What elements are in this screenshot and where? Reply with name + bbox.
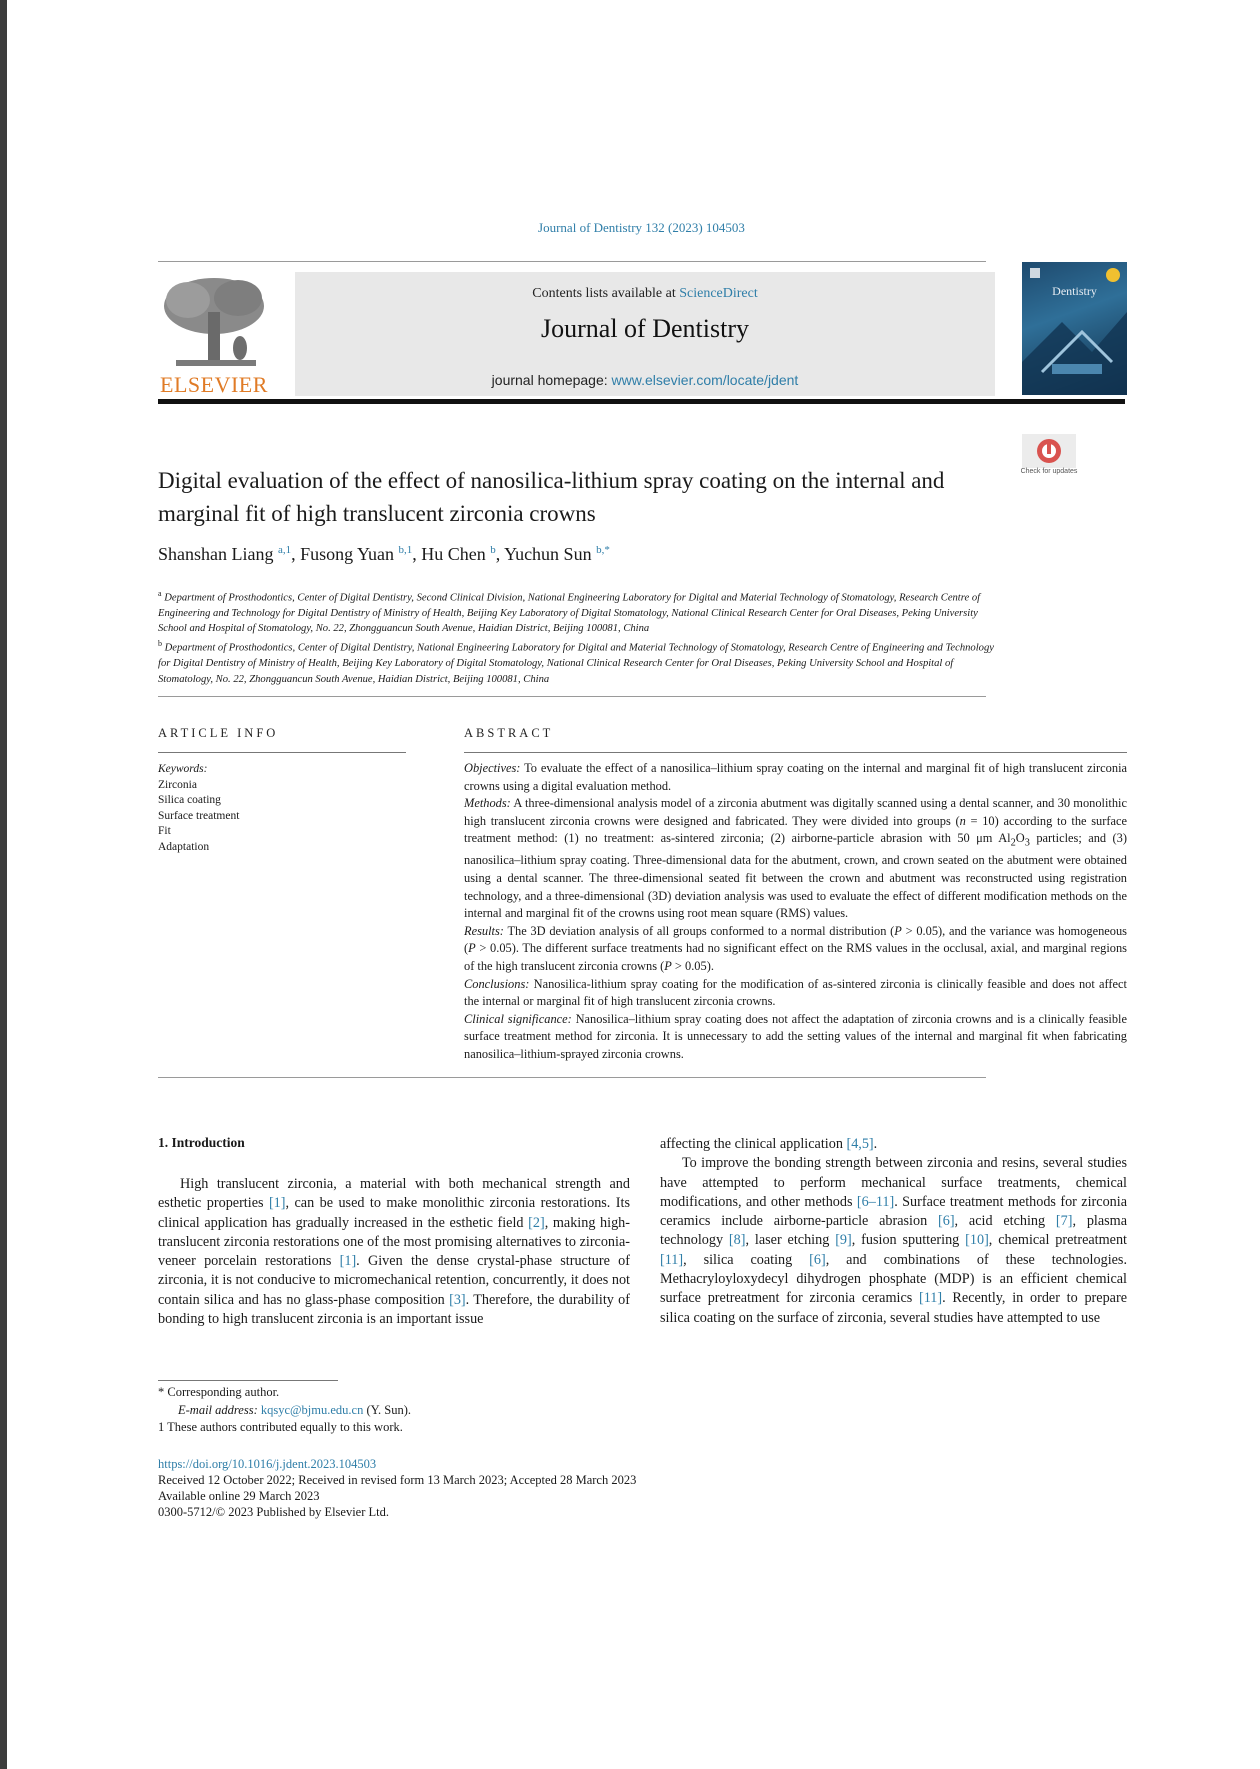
footnotes <box>158 1384 758 1437</box>
keyword-item: Zirconia <box>158 778 197 791</box>
cover-artwork-icon <box>1022 302 1127 395</box>
affiliations <box>158 586 1008 687</box>
section-heading-introduction: 1. Introduction <box>158 1135 245 1150</box>
affiliation-b: $^b$ Department of Prosthodontics, Center of Digital Dentistry, National Engineering Laboratory for Digital and Material Technology of Stomatology, Research Centre of Engineering and Technology for Digital Dentistry of Ministry of Health, Beijing Key Laboratory of Digital Stomatology, National Clinical Research Center for Oral Diseases, Peking University School and Hospital of Stomatology, No. 22, Zhongguancun South Avenue, Haidian District, Beijing 100081, China <box>158 639 994 685</box>
author-name[interactable]: Hu Chen <box>421 544 486 564</box>
citation-link[interactable]: [6] <box>809 1251 826 1268</box>
journal-banner <box>295 272 995 396</box>
abstract-results: Results: The 3D deviation analysis of all groups conformed to a normal distribution (P > 0.05), and the variance was homogeneous (P > 0.05). The different surface treatments had no significant effect on the RMS values in the occlusal, axial, and marginal regions of the high translucent zirconia crowns (P > 0.05). <box>464 923 1127 973</box>
article-info-heading: ARTICLE INFO <box>158 726 279 740</box>
footnote-equal-contribution: 1 These authors contributed equally to this work. <box>158 1420 403 1435</box>
footnote-corresponding: * Corresponding author. <box>158 1385 280 1399</box>
article-title: Digital evaluation of the effect of nanosilica-lithium spray coating on the internal and marginal fit of high translucent zirconia crowns <box>158 468 945 526</box>
paragraph: affecting the clinical application [4,5]. <box>660 1136 878 1152</box>
citation-link[interactable]: [3] <box>449 1291 466 1308</box>
abstract-clinical-significance: Clinical significance: Nanosilica–lithium spray coating does not affect the adaptation of zirconia crowns and is a clinically feasible surface treatment method for zirconia. It is unnecessary to add the setting values of the internal and marginal fit when fabricating nanosilica–lithium-sprayed zirconia crowns. <box>464 1011 1127 1061</box>
citation-link[interactable]: [1] <box>268 1195 286 1212</box>
cover-badge-icon <box>1106 268 1120 282</box>
received-dates: Received 12 October 2022; Received in revised form 13 March 2023; Accepted 28 March 2023 <box>158 1473 637 1487</box>
footnote-rule <box>158 1380 338 1381</box>
check-for-updates-label[interactable]: Check for updates <box>1020 468 1078 475</box>
abstract-methods: Methods: A three-dimensional analysis model of a zirconia abutment was digitally scanned using a dental scanner, and 30 monolithic high translucent zirconia crowns were designed and fabricated. They were divided into groups (n = 10) according to the surface treatment method: (1) no treatment: as-sintered zirconia; (2) airborne-particle abrasion with 50 μm $Al_2O_3$ particles; and (3) nanosilica–lithium spray coating. Three-dimensional data for the abutment, crown, and crown seated on the abutment were obtained using a dental scanner. The three-dimensional seated fit between the crown and abutment was reconstructed using registration technology, and a three-dimensional (3D) deviation analysis was used to evaluate the effect of different modification methods on the internal and marginal fit of the crowns using root mean square (RMS) values. <box>464 796 1127 921</box>
author-affil-sup[interactable]: b <box>490 544 496 556</box>
sciencedirect-link[interactable]: ScienceDirect <box>679 286 758 301</box>
cover-journal-name: Dentistry <box>1052 284 1097 298</box>
abstract-objectives: Objectives: To evaluate the effect of a nanosilica–lithium spray coating on the internal and marginal fit of high translucent zirconia crowns using a digital evaluation method. <box>464 761 1128 793</box>
affiliation-rule <box>158 696 986 697</box>
citation-link[interactable]: [6] <box>938 1213 955 1230</box>
cover-logo-icon <box>1030 268 1040 278</box>
citation-link[interactable]: [10] <box>965 1232 989 1249</box>
copyright-line: 0300-5712/© 2023 Published by Elsevier Ltd. <box>158 1505 390 1519</box>
abstract-heading: ABSTRACT <box>464 726 554 740</box>
author-affil-sup[interactable]: a,1 <box>277 544 292 556</box>
article-metadata <box>158 1456 1058 1520</box>
email-link[interactable]: kqsyc@bjmu.edu.cn <box>260 1402 364 1417</box>
citation-link[interactable]: [9] <box>835 1232 852 1249</box>
keyword-item: Adaptation <box>158 840 210 853</box>
author-name[interactable]: Shanshan Liang <box>158 544 274 564</box>
abstract-end-rule <box>158 1077 986 1078</box>
journal-title: Journal of Dentistry <box>541 314 749 343</box>
intro-right-column <box>660 1135 1127 1328</box>
homepage-line: journal homepage: www.elsevier.com/locate/jdent <box>491 372 799 388</box>
viewer-left-edge <box>0 0 7 1769</box>
homepage-link[interactable]: www.elsevier.com/locate/jdent <box>611 372 799 388</box>
intro-left-column: High translucent zirconia, a material with both mechanical strength and esthetic properties [1], can be used to make monolithic zirconia restorations. Its clinical application has gradually increased in the esthetic field [2], making high-translucent zirconia restorations one of the most promising alternatives to zirconia-veneer porcelain restorations [1]. Given the dense crystal-phase structure of zirconia, it is not conducive to micromechanical retention, concurrently, it does not contain silica and has no glass-phase composition [3]. Therefore, the durability of bonding to high translucent zirconia is an important issue <box>158 1176 631 1328</box>
abstract-conclusions: Conclusions: Nanosilica-lithium spray coating for the modification of as-sintered zirconia is clinically feasible and does not affect the internal or marginal fit of high translucent zirconia crowns. <box>464 976 1127 1009</box>
citation-link[interactable]: [6–11] <box>856 1193 895 1210</box>
journal-cover-thumbnail <box>1022 262 1127 395</box>
author-affil-sup[interactable]: b,* <box>596 544 610 556</box>
citation-link[interactable]: [7] <box>1055 1213 1073 1230</box>
keyword-item: Fit <box>158 825 171 838</box>
citation-link[interactable]: [2] <box>528 1214 545 1231</box>
citation-link[interactable]: [11] <box>919 1290 943 1307</box>
header-rule-top <box>158 261 986 262</box>
citation-link[interactable]: [8] <box>728 1232 746 1249</box>
doi-link[interactable]: https://doi.org/10.1016/j.jdent.2023.104503 <box>158 1457 377 1471</box>
header-rule-thick <box>158 399 1125 404</box>
abstract-rule <box>464 752 1127 753</box>
affiliation-a: $^a$ Department of Prosthodontics, Center of Digital Dentistry, Second Clinical Division, National Engineering Laboratory for Digital and Material Technology of Stomatology, Research Centre of Engineering and Technology for Digital Dentistry of Ministry of Health, Beijing Key Laboratory of Digital Stomatology, National Clinical Research Center for Oral Diseases, Peking University School and Hospital of Stomatology, No. 22, Zhongguancun South Avenue, Haidian District, Beijing 100081, China <box>158 589 981 635</box>
citation-link[interactable]: [4,5] <box>846 1136 874 1152</box>
check-for-updates-badge[interactable] <box>1022 434 1076 490</box>
author-list: Shanshan Liang $^{a,1}$, Fusong Yuan $^{b,1}$, Hu Chen $^b$, Yuchun Sun $^{b,*}$ <box>158 544 610 564</box>
footnote-email: E-mail address: kqsyc@bjmu.edu.cn (Y. Sun). <box>178 1402 412 1417</box>
keyword-item: Surface treatment <box>158 809 240 822</box>
citation-link[interactable]: [1] <box>339 1253 357 1270</box>
article-info-rule <box>158 752 406 753</box>
journal-citation[interactable]: Journal of Dentistry 132 (2023) 104503 <box>538 220 745 235</box>
abstract-body <box>464 760 1127 1064</box>
keywords-list <box>158 762 398 856</box>
author-name[interactable]: Fusong Yuan <box>300 544 394 564</box>
paragraph: To improve the bonding strength between zirconia and resins, several studies have attempted to perform mechanical surface treatments, chemical modifications, and other methods [6–11]. Surface treatment methods for zirconia ceramics include airborne-particle abrasion [6], acid etching [7], plasma technology [8], laser etching [9], fusion sputtering [10], chemical pretreatment [11], silica coating [6], and combinations of these technologies. Methacryloyloxydecyl dihydrogen phosphate (MDP) is an efficient chemical surface pretreatment for zirconia ceramics [11]. Recently, in order to prepare silica coating on the surface of zirconia, several studies have attempted to use <box>660 1155 1128 1326</box>
citation-link[interactable]: [11] <box>660 1251 684 1268</box>
author-affil-sup[interactable]: b,1 <box>398 544 413 556</box>
keywords-label: Keywords: <box>158 763 208 775</box>
keyword-item: Silica coating <box>158 794 221 807</box>
available-online: Available online 29 March 2023 <box>158 1489 320 1503</box>
contents-line: Contents lists available at ScienceDirect <box>532 286 758 301</box>
elsevier-wordmark: ELSEVIER <box>160 372 268 397</box>
author-name[interactable]: Yuchun Sun <box>504 544 592 564</box>
